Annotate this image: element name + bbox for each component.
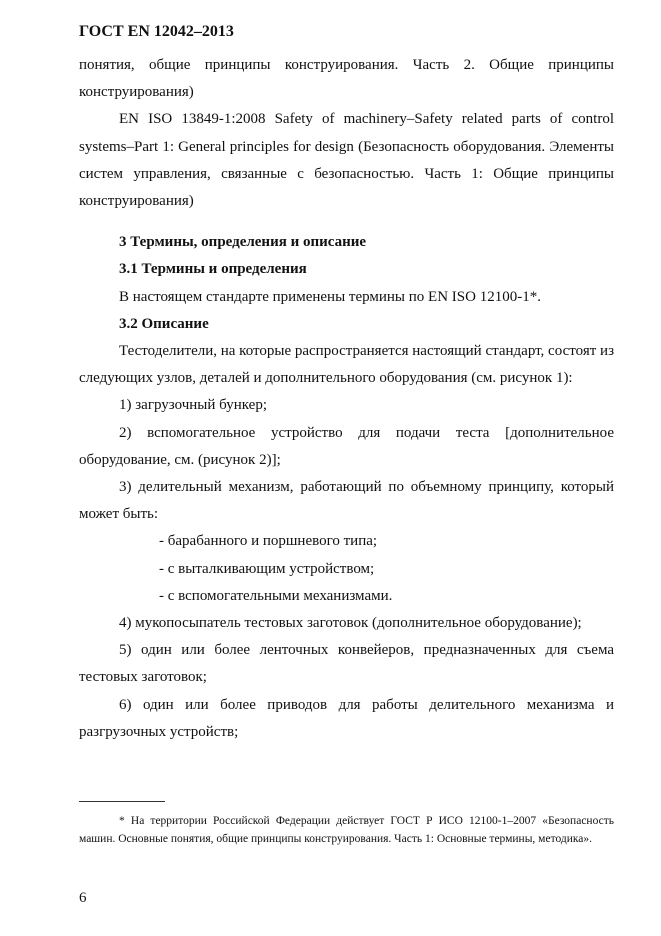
- page-number: 6: [79, 890, 87, 906]
- list-item: 3) делительный механизм, работающий по объемному принципу, который может быть:: [79, 479, 614, 523]
- list-item: 5) один или более ленточных конвейеров, предназначенных для съема тестовых заготовок;: [79, 642, 614, 686]
- paragraph: Тестоделители, на которые распространяется настоящий стандарт, состоят из следующих узлов, деталей и дополнительного оборудования (см. рисунок 1):: [79, 343, 614, 387]
- paragraph: EN ISO 13849-1:2008 Safety of machinery–Safety related parts of control systems–Part 1: General principles for design (Безопасность оборудования. Элементы систем управления, связанные с безопасностью. Часть 1: Общие принципы конструирования): [79, 111, 614, 210]
- sub-list-item: - с выталкивающим устройством;: [159, 560, 375, 577]
- list-item: 6) один или более приводов для работы делительного механизма и разгрузочных устройств;: [79, 696, 614, 740]
- sub-list: [79, 528, 614, 610]
- sub-list-item: - с вспомогательными механизмами.: [159, 587, 393, 604]
- document-body: [79, 52, 614, 746]
- subsection-heading: 3.2 Описание: [119, 315, 209, 332]
- list-item: 1) загрузочный бункер;: [119, 397, 267, 414]
- subsection-heading: 3.1 Термины и определения: [119, 261, 307, 278]
- footnote: [79, 812, 614, 848]
- footnote-text: * На территории Российской Федерации действует ГОСТ Р ИСО 12100-1–2007 «Безопасность машин. Основные понятия, общие принципы конструирования. Часть 1: Основные термины, методика».: [79, 815, 614, 845]
- list-item: 2) вспомогательное устройство для подачи теста [дополнительное оборудование, см. (рисунок 2)];: [79, 424, 614, 468]
- footnote-divider: [79, 801, 165, 802]
- spacer: [79, 215, 614, 229]
- paragraph: понятия, общие принципы конструирования. Часть 2. Общие принципы конструирования): [79, 57, 614, 101]
- section-heading: 3 Термины, определения и описание: [119, 234, 367, 251]
- paragraph: В настоящем стандарте применены термины по EN ISO 12100-1*.: [119, 288, 541, 305]
- list-item: 4) мукопосыпатель тестовых заготовок (дополнительное оборудование);: [119, 615, 582, 632]
- document-header: ГОСТ EN 12042–2013: [79, 23, 234, 40]
- sub-list-item: - барабанного и поршневого типа;: [159, 533, 378, 550]
